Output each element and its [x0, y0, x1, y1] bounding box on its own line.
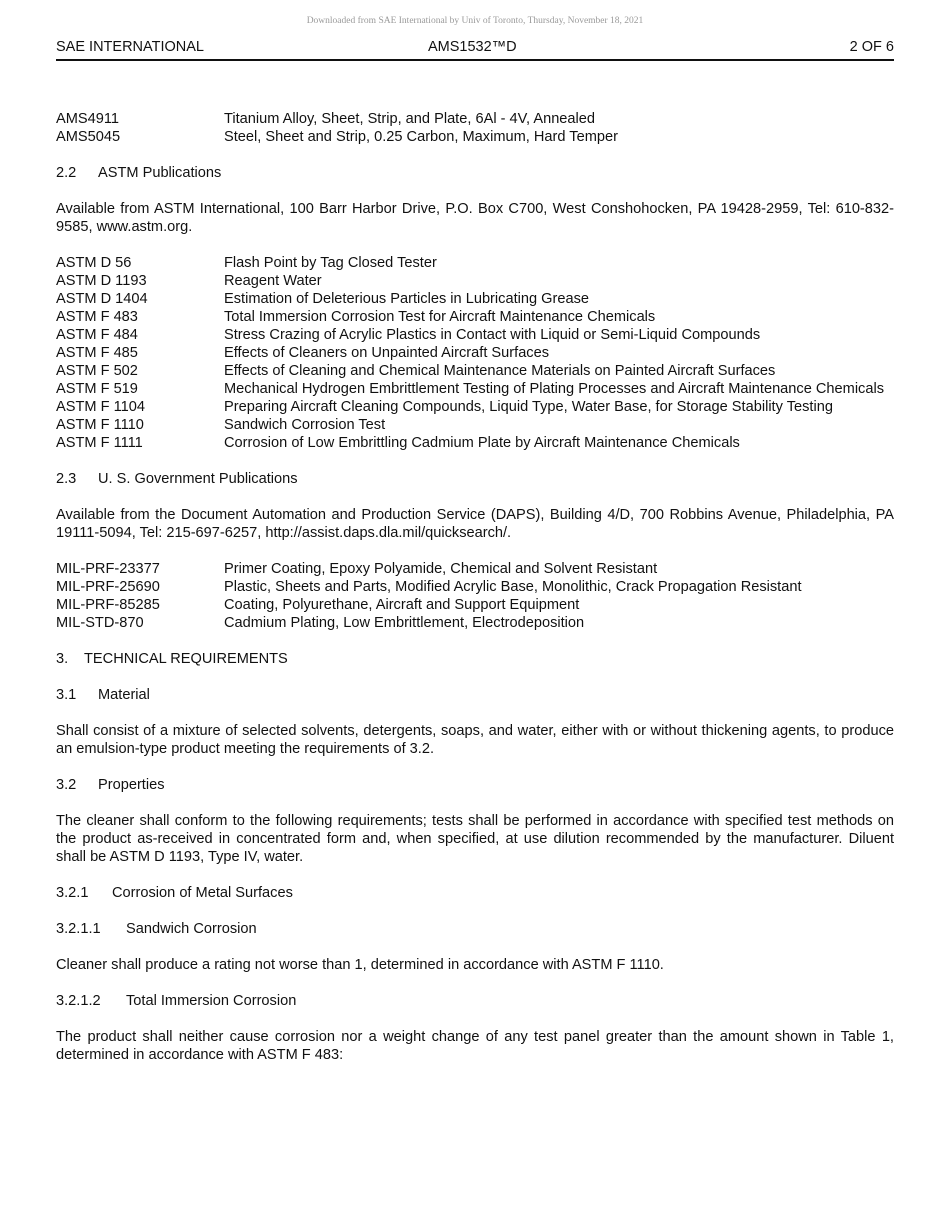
section-title: Corrosion of Metal Surfaces: [112, 885, 293, 901]
reference-row: [56, 596, 894, 614]
section-title: Properties: [98, 777, 165, 793]
section-title: Sandwich Corrosion: [126, 921, 257, 937]
reference-title: Effects of Cleaning and Chemical Maintenance Materials on Painted Aircraft Surfaces: [224, 363, 776, 379]
astm-reference-list: [56, 254, 894, 452]
reference-row: [56, 344, 894, 362]
section-heading-3-1: [56, 686, 894, 704]
reference-code: ASTM F 483: [56, 309, 138, 325]
section-number: 3.2.1: [56, 885, 89, 901]
reference-code: ASTM F 519: [56, 381, 138, 397]
reference-code: ASTM F 485: [56, 345, 138, 361]
reference-row: [56, 254, 894, 272]
reference-title: Sandwich Corrosion Test: [224, 417, 386, 433]
section-number: 3.2: [56, 777, 77, 793]
reference-title: Effects of Cleaners on Unpainted Aircraft Surfaces: [224, 345, 550, 361]
sandwich-corrosion-paragraph: Cleaner shall produce a rating not worse than 1, determined in accordance with ASTM F 1110.: [56, 957, 664, 973]
page-header: [56, 39, 894, 61]
reference-code: ASTM F 1111: [56, 435, 143, 451]
section-heading-3-2-1: [56, 884, 894, 902]
section-heading-2-2: [56, 164, 894, 182]
section-heading-3-2-1-1: [56, 920, 894, 938]
reference-title: Titanium Alloy, Sheet, Strip, and Plate, 6Al - 4V, Annealed: [224, 111, 596, 127]
government-reference-list: [56, 560, 894, 632]
reference-title: Estimation of Deleterious Particles in Lubricating Grease: [224, 291, 590, 307]
reference-row: [56, 416, 894, 434]
reference-row: [56, 434, 894, 452]
reference-row: [56, 578, 894, 596]
section-title: Total Immersion Corrosion: [126, 993, 297, 1009]
section-heading-3: [56, 650, 894, 668]
reference-row: [56, 614, 894, 632]
reference-row: [56, 290, 894, 308]
reference-code: AMS4911: [56, 111, 120, 127]
reference-row: [56, 380, 894, 398]
reference-title: Flash Point by Tag Closed Tester: [224, 255, 437, 271]
reference-row: [56, 128, 894, 146]
reference-row: [56, 560, 894, 578]
reference-code: ASTM F 1110: [56, 417, 144, 433]
section-title: Material: [98, 687, 150, 703]
reference-row: [56, 362, 894, 380]
reference-code: MIL-PRF-23377: [56, 561, 160, 577]
reference-title: Plastic, Sheets and Parts, Modified Acrylic Base, Monolithic, Crack Propagation Resistant: [224, 579, 802, 595]
reference-title: Coating, Polyurethane, Aircraft and Support Equipment: [224, 597, 580, 613]
section-title: U. S. Government Publications: [98, 471, 298, 487]
reference-title: Total Immersion Corrosion Test for Aircraft Maintenance Chemicals: [224, 309, 656, 325]
reference-title: Reagent Water: [224, 273, 322, 289]
section-number: 3.1: [56, 687, 77, 703]
reference-code: ASTM F 1104: [56, 399, 145, 415]
reference-row: [56, 326, 894, 344]
reference-title: Steel, Sheet and Strip, 0.25 Carbon, Maximum, Hard Temper: [224, 129, 618, 145]
section-title: TECHNICAL REQUIREMENTS: [84, 651, 288, 667]
reference-row: [56, 110, 894, 128]
section-title: ASTM Publications: [98, 165, 222, 181]
government-availability-paragraph: Available from the Document Automation and Production Service (DAPS), Building 4/D, 700 Robbins Avenue, Philadelphia, PA 19111-5094, Tel: 215-697-6257, http://assist.daps.dla.mil/quicksearch/.: [56, 507, 894, 541]
reference-row: [56, 272, 894, 290]
header-organization: SAE INTERNATIONAL: [56, 39, 204, 55]
reference-row: [56, 308, 894, 326]
reference-title: Mechanical Hydrogen Embrittlement Testing of Plating Processes and Aircraft Maintenance Chemicals: [224, 381, 885, 397]
section-number: 2.3: [56, 471, 77, 487]
reference-code: MIL-PRF-25690: [56, 579, 160, 595]
reference-code: ASTM D 1404: [56, 291, 148, 307]
reference-row: [56, 398, 894, 416]
section-heading-3-2-1-2: [56, 992, 894, 1010]
section-heading-3-2: [56, 776, 894, 794]
astm-availability-paragraph: Available from ASTM International, 100 Barr Harbor Drive, P.O. Box C700, West Conshohocken, PA 19428-2959, Tel: 610-832-9585, www.astm.org.: [56, 201, 894, 235]
reference-code: ASTM D 1193: [56, 273, 147, 289]
reference-code: ASTM F 484: [56, 327, 138, 343]
reference-code: AMS5045: [56, 129, 121, 145]
reference-title: Cadmium Plating, Low Embrittlement, Electrodeposition: [224, 615, 585, 631]
section-number: 3.2.1.1: [56, 921, 101, 937]
section-heading-2-3: [56, 470, 894, 488]
reference-title: Corrosion of Low Embrittling Cadmium Plate by Aircraft Maintenance Chemicals: [224, 435, 740, 451]
reference-code: MIL-STD-870: [56, 615, 144, 631]
material-paragraph: Shall consist of a mixture of selected solvents, detergents, soaps, and water, either with or without thickening agents, to produce an emulsion-type product meeting the requirements of 3.2.: [56, 723, 894, 757]
ams-reference-list: [56, 110, 894, 146]
reference-code: ASTM D 56: [56, 255, 132, 271]
header-page-number: 2 OF 6: [849, 39, 894, 55]
section-number: 3.: [56, 651, 69, 667]
properties-paragraph: The cleaner shall conform to the following requirements; tests shall be performed in accordance with specified test methods on the product as-received in concentrated form and, when specified, at use dilution recommended by the manufacturer. Diluent shall be ASTM D 1193, Type IV, water.: [56, 813, 894, 865]
header-document-number: AMS1532™D: [428, 39, 517, 55]
reference-title: Stress Crazing of Acrylic Plastics in Contact with Liquid or Semi-Liquid Compounds: [224, 327, 761, 343]
reference-title: Primer Coating, Epoxy Polyamide, Chemical and Solvent Resistant: [224, 561, 658, 577]
document-body: [56, 110, 894, 1064]
total-immersion-corrosion-paragraph: The product shall neither cause corrosion nor a weight change of any test panel greater than the amount shown in Table 1, determined in accordance with ASTM F 483:: [56, 1029, 894, 1063]
reference-code: ASTM F 502: [56, 363, 138, 379]
section-number: 2.2: [56, 165, 77, 181]
reference-title: Preparing Aircraft Cleaning Compounds, Liquid Type, Water Base, for Storage Stability Testing: [224, 399, 833, 415]
reference-code: MIL-PRF-85285: [56, 597, 160, 613]
section-number: 3.2.1.2: [56, 993, 101, 1009]
download-watermark: Downloaded from SAE International by Univ of Toronto, Thursday, November 18, 2021: [306, 16, 644, 26]
